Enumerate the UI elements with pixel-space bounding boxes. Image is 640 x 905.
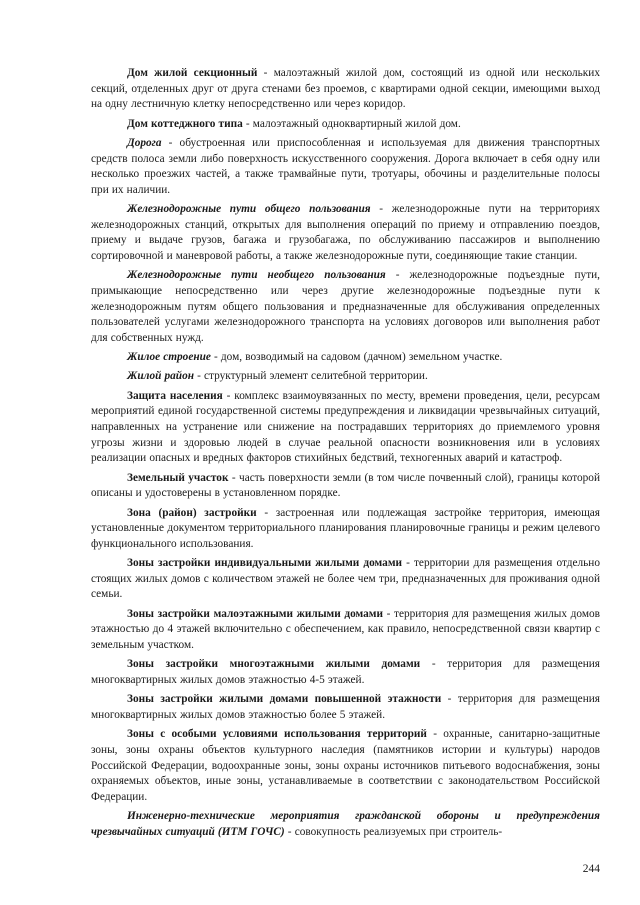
definition-text: - часть поверхности земли (в том числе почвенный слой), границы которой описаны и удостоверены в установленном порядке. bbox=[91, 471, 600, 500]
definition-text: - структурный элемент селитебной территории. bbox=[194, 370, 428, 383]
definition-term: Зоны застройки индивидуальными жилыми домами bbox=[127, 557, 403, 570]
definition-zony-individualnymi bbox=[91, 556, 600, 603]
definition-term: Дорога bbox=[127, 136, 162, 149]
definition-zhiloe-stroenie bbox=[91, 350, 600, 366]
definition-zona-zastroyki bbox=[91, 506, 600, 553]
definition-zashchita-naseleniya bbox=[91, 389, 600, 467]
definition-text: - территория для размещения многоквартирных жилых домов этажностью 4-5 этажей. bbox=[91, 658, 600, 686]
definition-term: Дом коттеджного типа bbox=[127, 117, 243, 130]
definition-term: Железнодорожные пути общего пользования bbox=[127, 203, 371, 216]
definition-text: - малоэтажный жилой дом, состоящий из одной или нескольких секций, отделенных друг от друга стенами без проемов, с квартирами одной секции, имеющими выход на одну лестничную клетку непосредственно или через коридор. bbox=[91, 67, 600, 111]
definition-text: - железнодорожные подъездные пути, примыкающие непосредственно или через другие железнодорожные подъездные пути к железнодорожным путям общего пользования и предназначенные для обслуживания определенных пользователей услугами железнодорожного транспорта на условиях договоров или выполнения работ для собственных нужд. bbox=[91, 269, 600, 344]
definition-zhiloy-rayon bbox=[91, 369, 600, 385]
definition-dom-zhiloy-sektsionny bbox=[91, 66, 600, 113]
definition-itm-gochs bbox=[91, 809, 600, 840]
definition-term: Жилой район bbox=[127, 370, 195, 383]
definition-term: Зона (район) застройки bbox=[127, 506, 257, 519]
definition-text: - железнодорожные пути на территориях железнодорожных станций, открытых для выполнения операций по приему и отправлению поездов, приему и выдаче грузов, багажа и грузобагажа, по обслуживанию пассажиров и выполнению сортировочной и маневровой работы, а также железнодорожные пути, соединяющие такие станции. bbox=[91, 203, 601, 262]
definition-zony-mnogoetazhnymi bbox=[91, 657, 600, 688]
definition-zony-povyshennoy-etazhnosti bbox=[91, 692, 600, 723]
definition-term: Земельный участок bbox=[127, 471, 229, 484]
definition-term: Зоны с особыми условиями использования территорий bbox=[127, 728, 427, 741]
definition-zony-maloetazhnymi bbox=[91, 607, 600, 654]
definition-zhd-puti-neobshchego bbox=[91, 268, 600, 346]
definition-dom-kottedzhnogo-tipa bbox=[91, 117, 600, 133]
definition-text: - малоэтажный одноквартирный жилой дом. bbox=[242, 117, 461, 130]
definition-doroga bbox=[91, 136, 600, 198]
definition-text: - дом, возводимый на садовом (дачном) земельном участке. bbox=[210, 351, 503, 364]
definition-term: Железнодорожные пути необщего пользования bbox=[127, 269, 386, 282]
definition-zhd-puti-obshchego bbox=[91, 202, 600, 264]
definition-term: Защита населения bbox=[127, 389, 223, 402]
definition-term: Зоны застройки многоэтажными жилыми домами bbox=[127, 658, 421, 671]
definition-text: - территория для размещения многоквартирных жилых домов этажностью более 5 этажей. bbox=[91, 693, 600, 721]
definition-term: Жилое строение bbox=[127, 351, 211, 364]
definition-term: Зоны застройки малоэтажными жилыми домами bbox=[127, 607, 383, 620]
definition-term: Дом жилой секционный bbox=[127, 67, 258, 79]
definition-text: - территория для размещения жилых домов этажностью до 4 этажей включительно с обеспечением, как правило, непосредственной связи квартир с земельным участком. bbox=[91, 607, 600, 651]
definition-zemelny-uchastok bbox=[91, 471, 600, 502]
definition-term: Инженерно-технические мероприятия гражданской обороны и предупреждения чрезвычайных ситуаций (ИТМ ГОЧС) bbox=[91, 810, 600, 838]
definition-text: - совокупность реализуемых при строитель- bbox=[284, 825, 503, 838]
definition-term: Зоны застройки жилыми домами повышенной этажности bbox=[127, 693, 442, 706]
definition-text: - комплекс взаимоувязанных по месту, времени проведения, цели, ресурсам мероприятий единой государственной системы предупреждения и ликвидации чрезвычайных ситуаций, направленных на устранение или снижение на пострадавших территориях до приемлемого уровня угрозы жизни и здоровью людей в случае реальной опасности возникновения или в условиях реализации опасных и вредных факторов стихийных бедствий, техногенных аварий и катастроф. bbox=[91, 389, 600, 465]
definition-text: - охранные, санитарно-защитные зоны, зоны охраны объектов культурного наследия (памятников истории и культуры) народов Российской Федерации, водоохранные зоны, зоны охраны источников питьевого водоснабжения, зоны охраняемых объектов, иные зоны, устанавливаемые в соответствии с законодательством Российской Федерации. bbox=[91, 728, 601, 803]
definition-text: - застроенная или подлежащая застройке территория, имеющая установленные документом территориального планирования планировочные границы и режим целевого функционального использования. bbox=[91, 506, 600, 550]
definition-text: - территории для размещения отдельно стоящих жилых домов с количеством этажей не более чем три, предназначенных для проживания одной семьи. bbox=[91, 557, 600, 601]
page-number: 244 bbox=[582, 863, 600, 875]
definition-text: - обустроенная или приспособленная и используемая для движения транспортных средств полоса земли либо поверхность искусственного сооружения. Дорога включает в себя одну или несколько проезжих частей, а также трамвайные пути, тротуары, обочины и разделительные полосы при их наличии. bbox=[91, 136, 600, 196]
definition-zony-osobymi-usloviyami bbox=[91, 727, 600, 805]
